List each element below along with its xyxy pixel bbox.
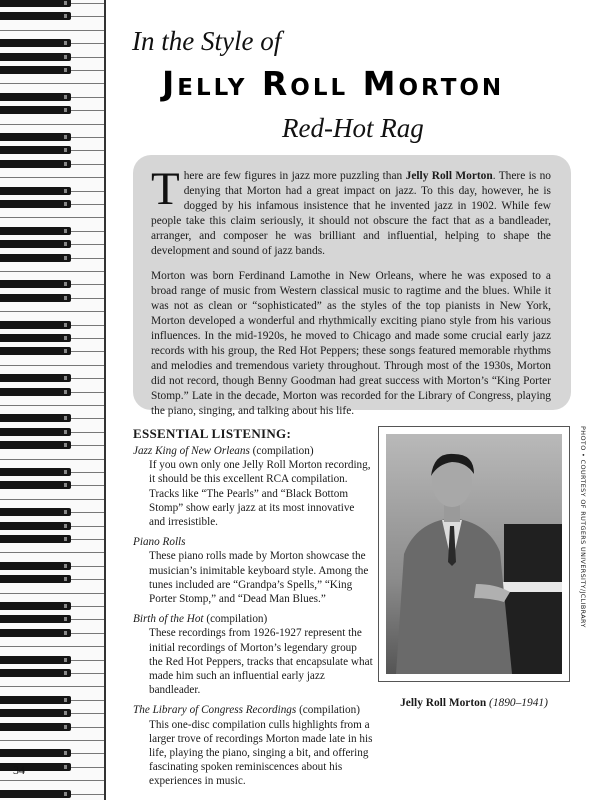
black-key: [0, 347, 71, 355]
black-key: [0, 388, 71, 396]
black-key: [0, 12, 71, 20]
album-title: The Library of Congress Recordings: [133, 704, 297, 717]
portrait-image: [386, 434, 562, 674]
black-key: [0, 562, 71, 570]
list-item: [133, 703, 373, 788]
black-key: [0, 535, 71, 543]
black-key: [0, 522, 71, 530]
photo-credit: PHOTO • COURTESY OF RUTGERS UNIVERSITY/JCLIBRARY: [579, 426, 587, 628]
album-title: Piano Rolls: [133, 536, 186, 549]
black-key: [0, 723, 71, 731]
bio-paragraph-1: [151, 163, 551, 259]
black-key: [0, 508, 71, 516]
essential-listening-heading: ESSENTIAL LISTENING:: [133, 426, 292, 441]
white-key-divider: [0, 593, 104, 594]
list-item: [133, 535, 373, 606]
white-key-divider: [0, 646, 104, 647]
black-key: [0, 53, 71, 61]
album-description: These recordings from 1926-1927 represent the initial recordings of Morton’s legendary group the Red Hot Peppers, tracks that encapsulate what made him such an influential early jazz bandleader.: [149, 627, 373, 697]
black-key: [0, 575, 71, 583]
black-key: [0, 280, 71, 288]
white-key-divider: [0, 30, 104, 31]
list-item: [133, 612, 373, 697]
black-key: [0, 763, 71, 771]
black-key: [0, 334, 71, 342]
black-key: [0, 602, 71, 610]
white-key-divider: [0, 552, 104, 553]
caption-years: (1890–1941): [489, 697, 548, 709]
album-description: If you own only one Jelly Roll Morton recording, it should be this excellent RCA compilation. Tracks like “The Pearls” and “Black Bottom Stomp” show early jazz at its most innovative and irresistible.: [149, 459, 371, 529]
white-key-divider: [0, 177, 104, 178]
song-title: Red-Hot Rag: [282, 113, 424, 143]
white-key-divider: [0, 459, 104, 460]
white-key-divider: [0, 740, 104, 741]
black-key: [0, 428, 71, 436]
black-key: [0, 790, 71, 798]
black-key: [0, 254, 71, 262]
white-key-divider: [0, 405, 104, 406]
white-key-divider: [0, 271, 104, 272]
black-key: [0, 187, 71, 195]
piano-keys: [498, 582, 562, 592]
album-note: (compilation): [203, 613, 268, 626]
bio-p1-name: Jelly Roll Morton: [405, 170, 493, 182]
page-title: Jelly Roll Morton: [162, 64, 505, 103]
black-key: [0, 696, 71, 704]
white-key-divider: [0, 83, 104, 84]
bio-paragraph-2: Morton was born Ferdinand Lamothe in New Orleans, where he was exposed to a broad range of music from Western classical music to ragtime and the blues. While it was not as clean or “sophisticated” as the styles of the top pianists in New York, Morton developed a wonderful and rhythmically exciting piano style from his various influences. In the mid-1920s, he moved to Chicago and made some crucial early jazz records with his group, the Red Hot Peppers; these songs featured memorable rhythms and melodies and tremendous variety throughout. Through most of the 1930s, Morton did not record, though Benny Goodman had great success with Morton’s “King Porter Stomp.” Late in the decade, Morton was recorded for the Library of Congress, playing the piano, singing, and talking about his life.: [151, 270, 551, 417]
list-item: [133, 444, 373, 529]
piano-shape: [504, 524, 562, 674]
black-key: [0, 39, 71, 47]
white-key-divider: [0, 217, 104, 218]
album-title: Birth of the Hot: [133, 613, 204, 626]
black-key: [0, 200, 71, 208]
black-key: [0, 0, 71, 7]
black-key: [0, 656, 71, 664]
drop-cap: T: [151, 163, 180, 215]
album-description: These piano rolls made by Morton showcase the musician’s inimitable keyboard style. Among the tunes included are “Grandpa’s Spells,” “King Porter Stomp,” and “Dead Man Blues.”: [149, 550, 369, 606]
white-key-divider: [0, 499, 104, 500]
black-key: [0, 481, 71, 489]
black-key: [0, 160, 71, 168]
black-key: [0, 468, 71, 476]
white-key-divider: [0, 686, 104, 687]
black-key: [0, 629, 71, 637]
black-key: [0, 374, 71, 382]
black-key: [0, 133, 71, 141]
black-key: [0, 615, 71, 623]
black-key: [0, 106, 71, 114]
caption-name: Jelly Roll Morton: [400, 697, 487, 709]
white-key-divider: [0, 311, 104, 312]
album-note: (compilation): [296, 704, 360, 717]
photo-caption: [378, 697, 570, 709]
black-key: [0, 93, 71, 101]
title-prefix: In the Style of: [132, 26, 282, 56]
black-key: [0, 709, 71, 717]
album-title: Jazz King of New Orleans: [133, 445, 250, 457]
white-key-divider: [0, 124, 104, 125]
piano-keyboard-border: [0, 0, 106, 800]
black-key: [0, 414, 71, 422]
black-key: [0, 749, 71, 757]
page-number: 34: [13, 763, 25, 777]
portrait-photo: [378, 426, 570, 682]
black-key: [0, 441, 71, 449]
essential-listening-list: [133, 444, 373, 795]
black-key: [0, 240, 71, 248]
album-description: This one-disc compilation culls highlights from a larger trove of recordings Morton made late in his life, playing the piano, singing a bit, and offering fascinating spoken reminiscences about his experiences in music.: [149, 718, 373, 788]
black-key: [0, 146, 71, 154]
white-key-divider: [0, 780, 104, 781]
bio-p1-text: here are few figures in jazz more puzzling than: [183, 170, 406, 182]
black-key: [0, 227, 71, 235]
black-key: [0, 321, 71, 329]
black-key: [0, 669, 71, 677]
black-key: [0, 66, 71, 74]
biography-box: [133, 155, 571, 417]
black-key: [0, 294, 71, 302]
bio-p1-text-rest: . There is no denying that Morton had a great impact on jazz. To this day, however, he is dogged by his infamous insistence that he invented jazz in 1902. While few people take this claim seriously, it should not obscure the fact that as a bandleader, arranger, and composer he was brilliant and influential, helping to shape the development and sound of jazz bands.: [151, 170, 551, 257]
white-key-divider: [0, 365, 104, 366]
album-note: (compilation): [249, 445, 314, 457]
